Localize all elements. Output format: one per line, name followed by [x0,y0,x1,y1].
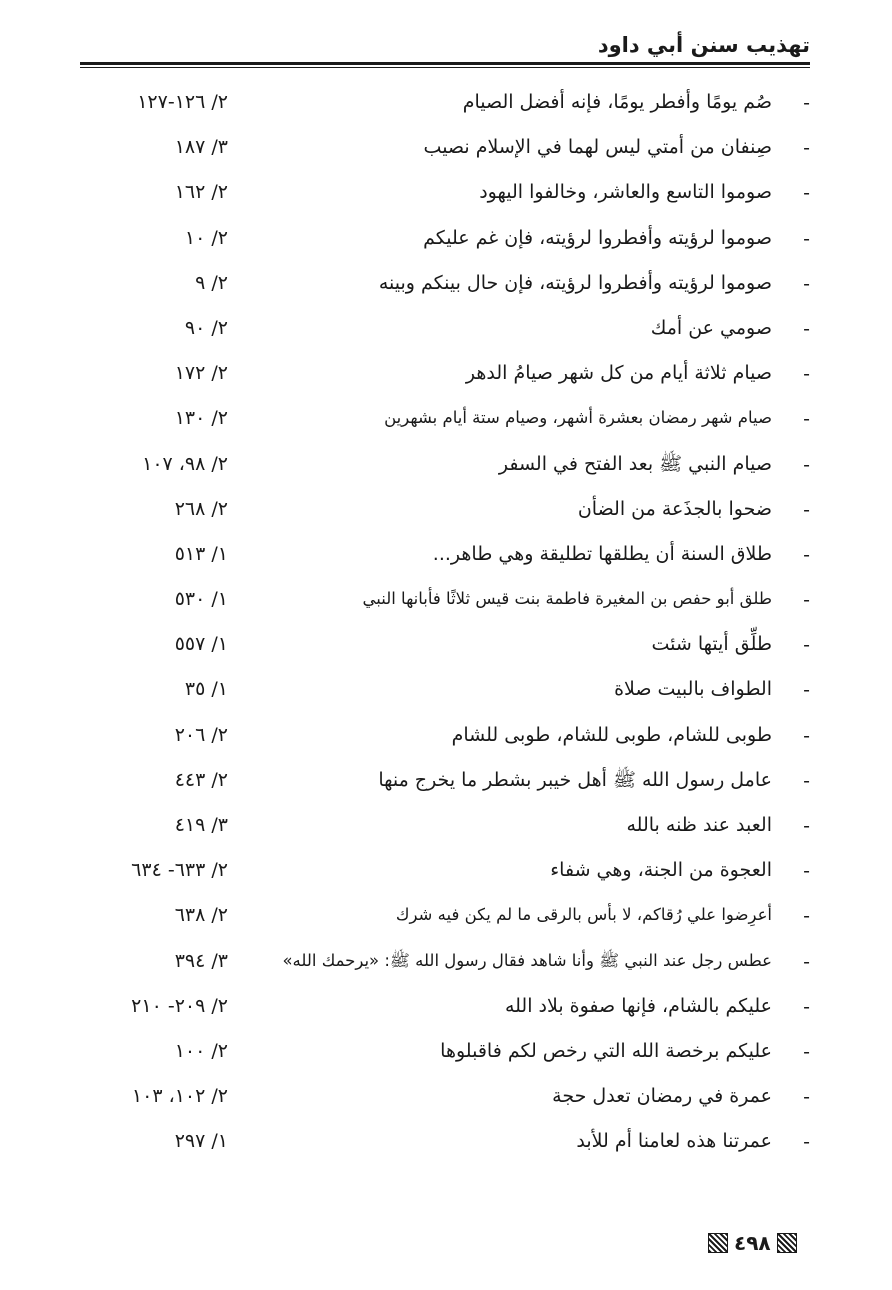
bullet-dash: - [803,1086,810,1109]
bullet-dash: - [803,769,810,792]
entry-text: صُم يومًا وأفطر يومًا، فإنه أفضل الصيام [462,91,772,113]
list-item [80,442,810,487]
entry-text: صيام شهر رمضان بعشرة أشهر، وصيام ستة أيام بشهرين [384,408,772,428]
entry-text: أعرِضوا علي رُقاكم، لا بأس بالرقى ما لم يكن فيه شرك [395,905,772,925]
entry-reference: ٢/ ١٠٠ [174,1039,228,1062]
running-header [80,30,810,60]
list-item [80,80,810,125]
list-item [80,713,810,758]
entry-text: صيام ثلاثة أيام من كل شهر صيامُ الدهر [465,362,772,385]
bullet-dash: - [803,543,810,566]
entry-reference: ٢/ ١٧٢ [174,362,228,385]
bullet-dash: - [803,1040,810,1063]
entry-reference: ٢/ ١٠٢، ١٠٣ [131,1085,228,1108]
bullet-dash: - [803,905,810,928]
entry-reference: ١/ ٢٩٧ [174,1130,228,1153]
entry-text: عطس رجل عند النبي ﷺ وأنا شاهد فقال رسول الله ﷺ: «يرحمك الله» [282,950,772,970]
entry-text: صوموا لرؤيته وأفطروا لرؤيته، فإن حال بينكم وبينه [378,271,772,294]
list-item [80,396,810,441]
entry-reference: ٣/ ٣٩٤ [174,949,228,972]
list-item [80,261,810,306]
entry-text: طلق أبو حفص بن المغيرة فاطمة بنت قيس ثلاثًا فأبانها النبي [362,589,772,609]
bullet-dash: - [803,815,810,837]
list-item [80,577,810,622]
bullet-dash: - [803,950,810,973]
list-item [80,803,810,848]
list-item [80,1029,810,1074]
entry-text: طلاق السنة أن يطلقها تطليقة وهي طاهر... [432,542,772,565]
ornament-icon [708,1233,728,1253]
entry-reference: ٢/ ٩٠ [184,316,228,339]
entry-text: صِنفان من أمتي ليس لهما في الإسلام نصيب [423,136,772,159]
entry-reference: ٢/ ٦٣٣- ٦٣٤ [131,859,228,882]
list-item [80,622,810,667]
entry-reference: ١/ ٥٣٠ [174,588,228,611]
bullet-dash: - [803,679,810,702]
entry-reference: ٢/ ٦٣٨ [174,904,228,927]
entry-text: عمرة في رمضان تعدل حجة [552,1085,772,1108]
entry-text: طلِّق أيتها شئت [651,633,772,656]
list-item [80,125,810,170]
list-item [80,487,810,532]
header-rule-thin [80,67,810,68]
bullet-dash: - [803,272,810,295]
entry-text: العبد عند ظنه بالله [626,814,772,836]
bullet-dash: - [803,1131,810,1154]
bullet-dash: - [803,724,810,747]
bullet-dash: - [803,408,810,431]
entry-text: صوموا التاسع والعاشر، وخالفوا اليهود [479,181,772,204]
entry-reference: ٢/ ٢٠٩- ٢١٠ [131,994,228,1017]
entry-reference: ٣/ ١٨٧ [174,136,228,159]
list-item [80,216,810,261]
list-item [80,984,810,1029]
bullet-dash: - [803,92,810,114]
bullet-dash: - [803,317,810,340]
entry-reference: ٢/ ١٠ [184,226,228,249]
entry-reference: ٢/ ١٣٠ [174,407,228,430]
list-item [80,532,810,577]
entry-reference: ٢/ ١٦٢ [174,181,228,204]
entry-text: صوموا لرؤيته وأفطروا لرؤيته، فإن غم عليكم [423,226,772,249]
list-item [80,351,810,396]
entry-reference: ٢/ ٢٦٨ [174,497,228,520]
entry-reference: ٢/ ٩ [195,271,228,294]
list-item [80,1119,810,1164]
bullet-dash: - [803,589,810,612]
entry-reference: ١/ ٥٥٧ [174,633,228,656]
entry-text: عمرتنا هذه لعامنا أم للأبد [576,1130,772,1153]
list-item [80,893,810,938]
bullet-dash: - [803,137,810,160]
entry-reference: ١/ ٥١٣ [174,542,228,565]
entry-text: صيام النبي ﷺ بعد الفتح في السفر [498,452,772,475]
entry-text: عليكم بالشام، فإنها صفوة بلاد الله [504,994,772,1017]
header-title: تهذيب سنن أبي داود [597,33,810,57]
bullet-dash: - [803,182,810,205]
entry-text: العجوة من الجنة، وهي شفاء [550,859,772,882]
header-rule-thick [80,62,810,65]
entry-reference: ١/ ٣٥ [184,678,228,701]
page-number: ٤٩٨ [734,1231,771,1255]
entry-text: صومي عن أمك [650,316,772,339]
entry-reference: ٣/ ٤١٩ [174,814,228,836]
entry-text: طوبى للشام، طوبى للشام، طوبى للشام [451,723,772,746]
bullet-dash: - [803,634,810,657]
entry-reference: ٢/ ٢٠٦ [174,723,228,746]
page-footer [708,1228,797,1258]
list-item [80,758,810,803]
entry-text: ضحوا بالجذَعة من الضأن [577,497,772,520]
bullet-dash: - [803,995,810,1018]
bullet-dash: - [803,227,810,250]
list-item [80,170,810,215]
entry-text: الطواف بالبيت صلاة [614,678,772,701]
bullet-dash: - [803,498,810,521]
list-item [80,667,810,712]
list-item [80,306,810,351]
hadith-index-list [80,80,810,1165]
bullet-dash: - [803,363,810,386]
list-item [80,1074,810,1119]
entry-reference: ٢/ ١٢٦-١٢٧ [137,91,228,113]
entry-text: عامل رسول الله ﷺ أهل خيبر بشطر ما يخرج منها [378,768,772,791]
list-item [80,939,810,984]
bullet-dash: - [803,860,810,883]
list-item [80,848,810,893]
ornament-icon [777,1233,797,1253]
entry-reference: ٢/ ٩٨، ١٠٧ [142,452,228,475]
entry-text: عليكم برخصة الله التي رخص لكم فاقبلوها [440,1039,772,1062]
entry-reference: ٢/ ٤٤٣ [174,768,228,791]
bullet-dash: - [803,453,810,476]
